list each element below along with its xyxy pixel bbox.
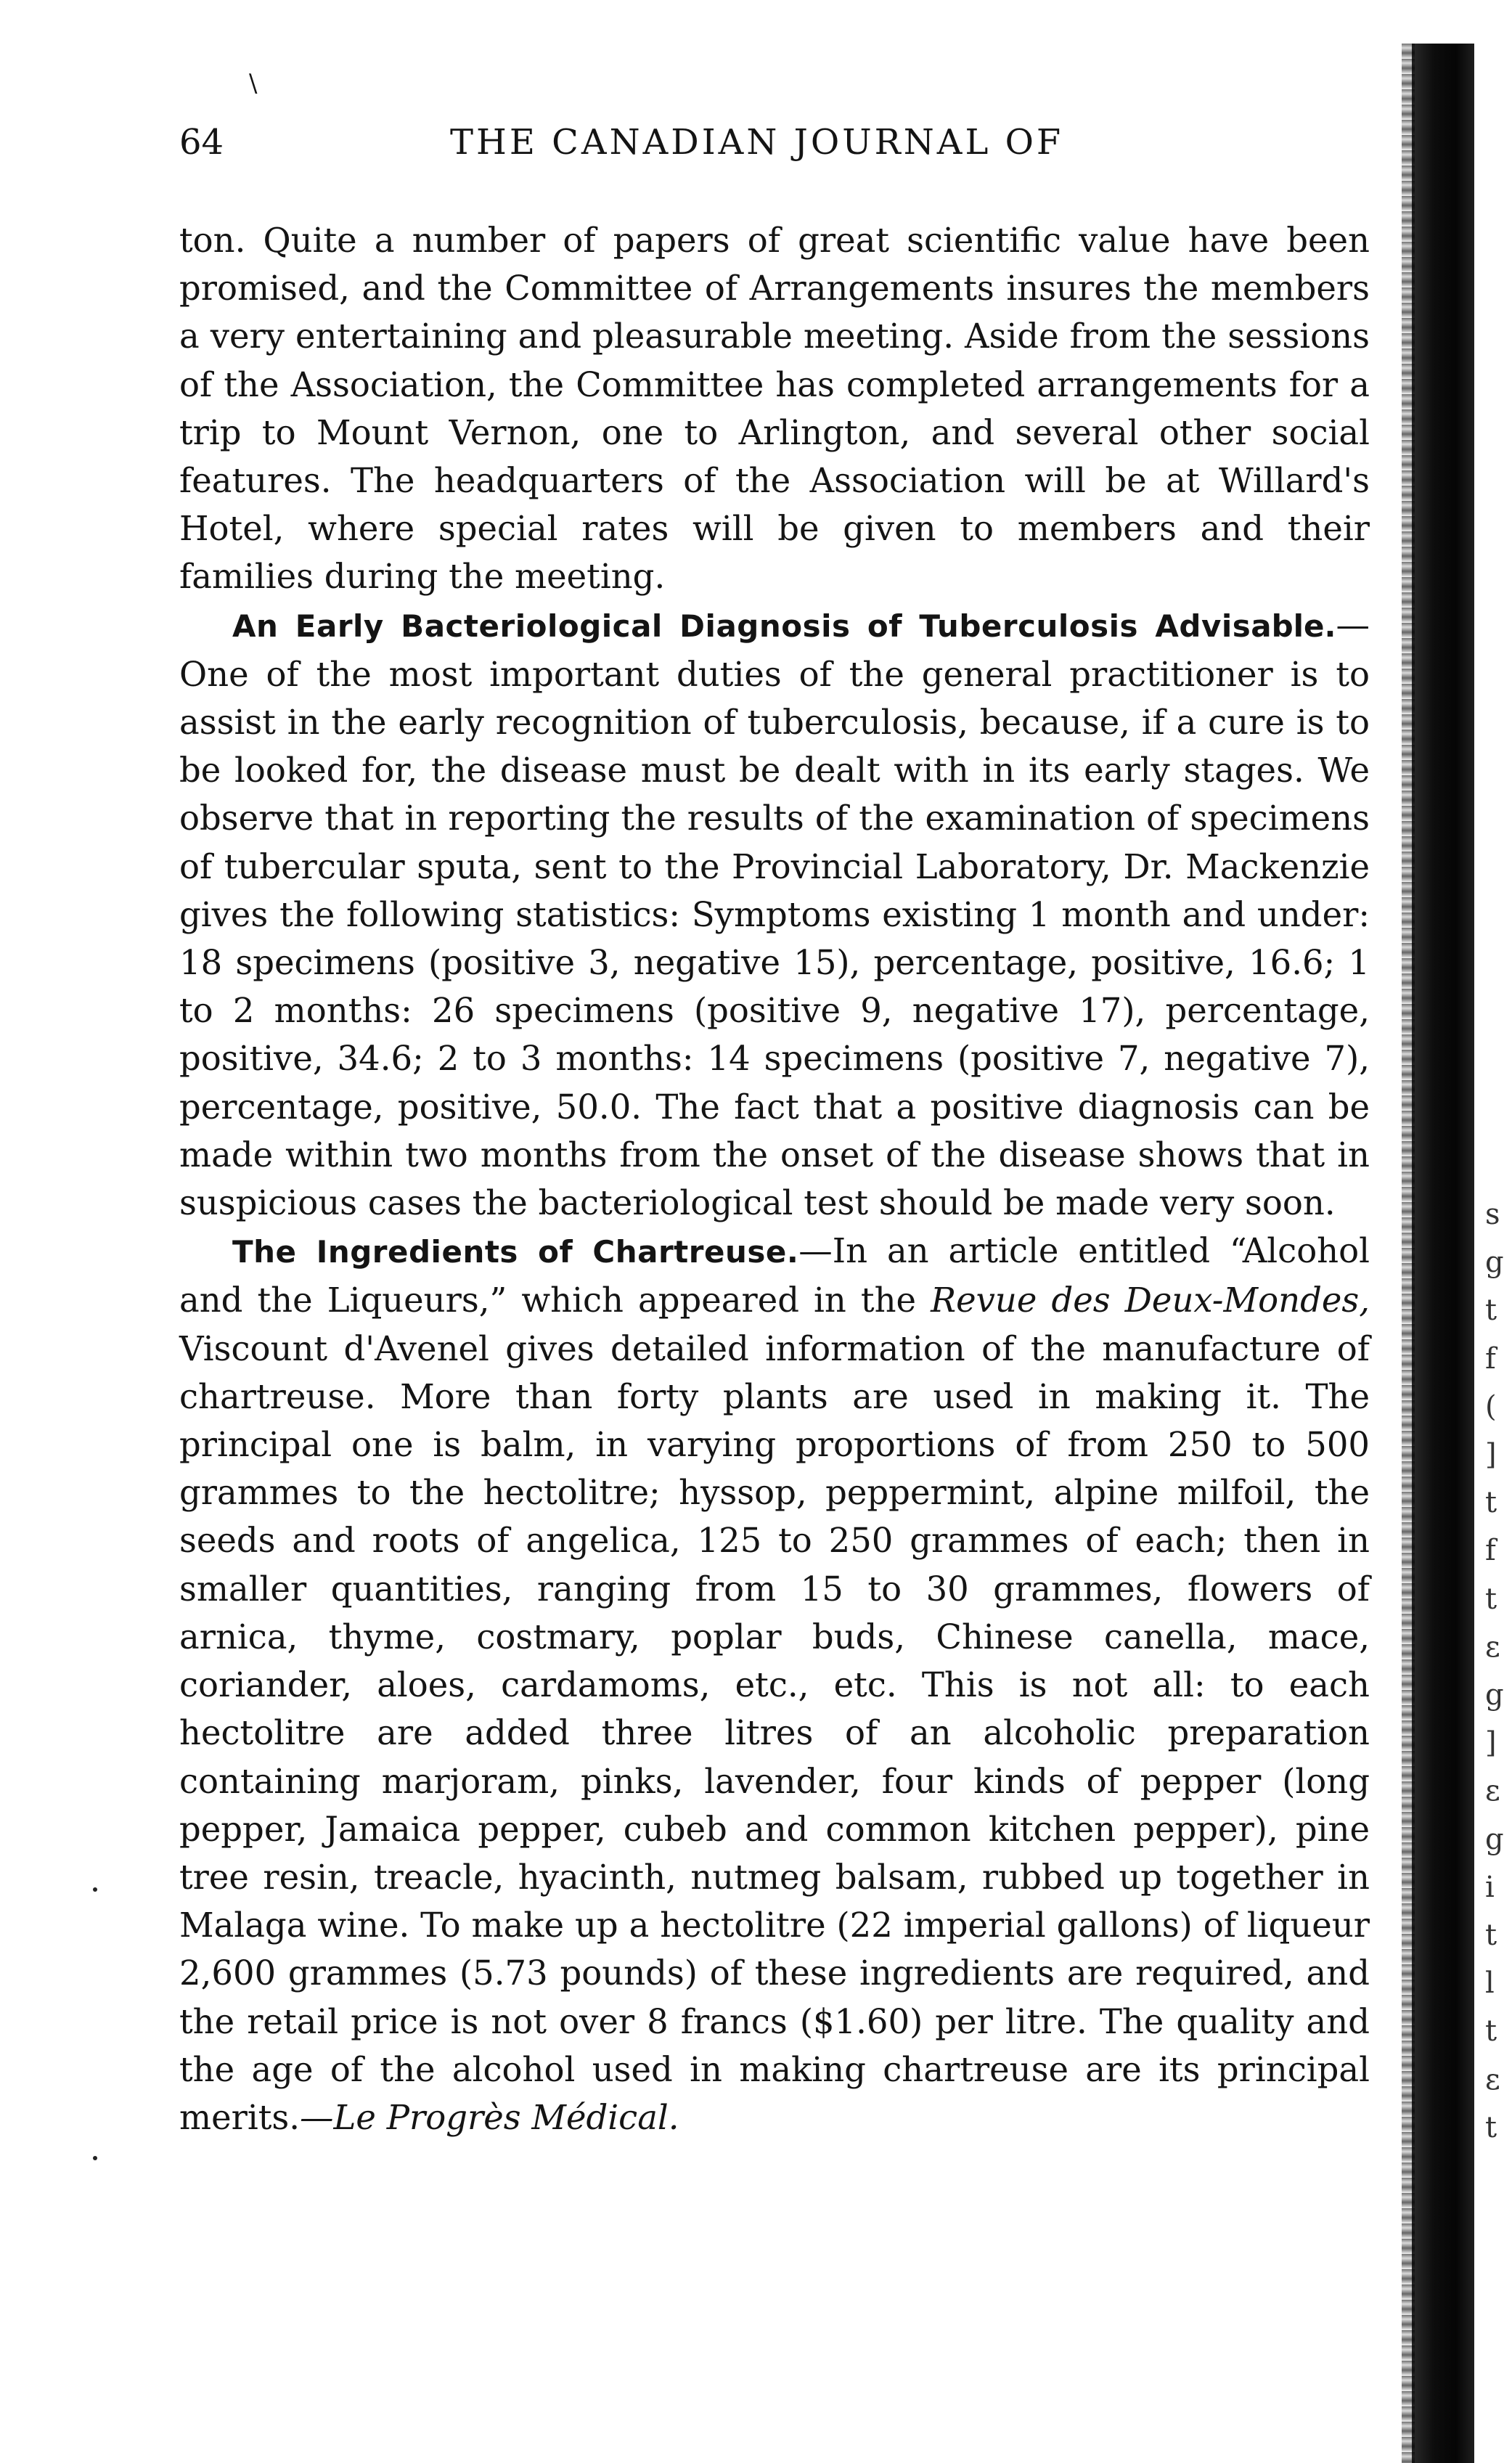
margin-fragment: g	[1485, 1246, 1504, 1280]
stray-mark: \	[249, 69, 258, 98]
margin-fragment: t	[1485, 2014, 1497, 2049]
margin-fragment: s	[1485, 1198, 1500, 1231]
chartreuse-article	[179, 1227, 1370, 2141]
margin-fragment: ε	[1485, 2062, 1500, 2096]
running-head: THE CANADIAN JOURNAL OF	[450, 122, 1064, 163]
chartreuse-body-2: Viscount d'Avenel gives detailed information of the manufacture of chartreuse. More than forty plants are used in making it. The principal one is balm, in varying proportions of from 250 to 500 grammes to the hectolitre; hyssop, peppermint, alpine milfoil, the seeds and roots of angelica, 125 to 250 grammes of each; then in smaller quantities, ranging from 15 to 30 grammes, flowers of arnica, thyme, costmary, poplar buds, Chinese canella, mace, coriander, aloes, cardamoms, etc., etc. This is not all: to each hectolitre are added three litres of an alcoholic preparation containing marjoram, pinks, lavender, four kinds of pepper (long pepper, Jamaica pepper, cubeb and common kitchen pepper), pine tree resin, treacle, hyacinth, nutmeg balsam, rubbed up together in Malaga wine. To make up a hectolitre (22 imperial gallons) of liqueur 2,600 grammes (5.73 pounds) of these ingredients are required, and the retail price is not over 8 francs ($1.60) per litre. The quality and the age of the alcohol used in making chartreuse are its principal merits.	[179, 1328, 1370, 2137]
margin-fragment: g	[1485, 1822, 1504, 1856]
margin-fragment: f	[1485, 1534, 1496, 1568]
binding-gutter-shadow	[1412, 44, 1474, 2463]
speck	[93, 2156, 97, 2160]
source-citation: —Le Progrès Médical.	[300, 2097, 679, 2137]
margin-fragment: t	[1485, 1294, 1497, 1328]
margin-fragment: t	[1485, 1486, 1497, 1520]
margin-fragment: l	[1485, 1966, 1495, 2001]
margin-fragment: ]	[1485, 1726, 1497, 1760]
page-number: 64	[179, 122, 224, 163]
margin-fragment: ]	[1485, 1438, 1497, 1472]
margin-fragment: t	[1485, 1919, 1497, 1953]
margin-fragment: i	[1485, 1870, 1495, 1904]
margin-fragment: ε	[1485, 1774, 1500, 1808]
tuberculosis-heading-tail: able.	[1251, 608, 1336, 644]
chartreuse-body-1: —In an article entitled “Alcohol and the Liqueurs,” which appeared in the	[179, 1231, 1370, 1320]
margin-fragment: f	[1485, 1341, 1496, 1376]
facing-page-fragments	[1485, 1190, 1507, 2152]
continuation-paragraph: ton. Quite a number of papers of great scientific value have been promised, and the Committee of Arrangements insures the members a very entertaining and pleasurable meeting. Aside from the sessions of the Association, the Committee has completed arrangements for a trip to Mount Vernon, one to Arlington, and several other social features. The headquarters of the Association will be at Willard's Hotel, where special rates will be given to members and their families during the meeting.	[179, 221, 1370, 597]
tuberculosis-article	[179, 601, 1370, 1228]
margin-fragment: g	[1485, 1678, 1504, 1712]
margin-fragment: ε	[1485, 1630, 1500, 1664]
margin-fragment: t	[1485, 1582, 1497, 1616]
margin-fragment: (	[1485, 1389, 1497, 1424]
tuberculosis-body: —One of the most important duties of the general practitioner is to assist in the early recognition of tuberculosis, because, if a cure is to be looked for, the disease must be dealt with in its early stages. We observe that in reporting the results of the examination of specimens of tubercular sputa, sent to the Provincial Laboratory, Dr. Mackenzie gives the following statistics: Symptoms existing 1 month and under: 18 specimens (positive 3, negative 15), percentage, positive, 16.6; 1 to 2 months: 26 specimens (positive 9, negative 17), percentage, positive, 34.6; 2 to 3 months: 14 specimens (positive 7, negative 7), percentage, positive, 50.0. The fact that a positive diagnosis can be made within two months from the onset of the disease shows that in suspicious cases the bacteriological test should be made very soon.	[179, 605, 1370, 1223]
chartreuse-heading: The Ingredients of Chartreuse.	[232, 1234, 799, 1270]
margin-fragment: t	[1485, 2110, 1497, 2144]
speck	[93, 1887, 97, 1892]
article-body	[179, 216, 1370, 2141]
tuberculosis-heading: An Early Bacteriological Diagnosis of Tuberculosis Advis	[232, 608, 1251, 644]
journal-title: Revue des Deux-Mondes,	[931, 1280, 1370, 1320]
